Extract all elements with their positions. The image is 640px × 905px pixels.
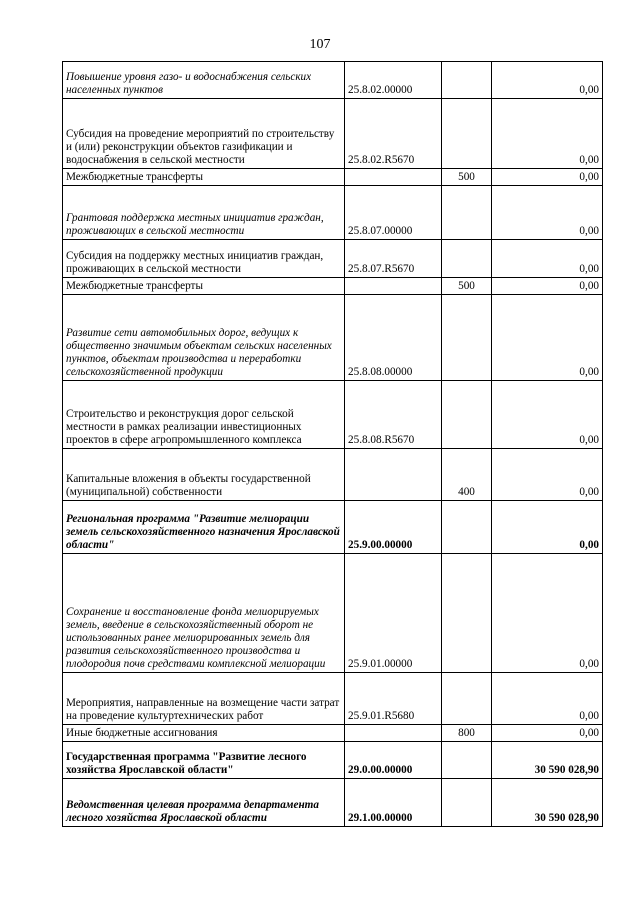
row-name: Строительство и реконструкция дорог сельской местности в рамках реализации инвестиционных проектов в сфере агропромышленного комплекса bbox=[63, 381, 345, 449]
table-row bbox=[63, 295, 603, 381]
row-type: 500 bbox=[442, 278, 492, 295]
row-amount: 0,00 bbox=[492, 169, 603, 186]
row-type bbox=[442, 501, 492, 554]
table-row bbox=[63, 501, 603, 554]
row-type bbox=[442, 381, 492, 449]
table-row bbox=[63, 742, 603, 779]
table-row bbox=[63, 186, 603, 240]
row-amount: 0,00 bbox=[492, 554, 603, 673]
row-code: 25.8.08.R5670 bbox=[345, 381, 442, 449]
row-code bbox=[345, 725, 442, 742]
row-name: Субсидия на поддержку местных инициатив граждан, проживающих в сельской местности bbox=[63, 240, 345, 278]
row-code bbox=[345, 169, 442, 186]
row-amount: 0,00 bbox=[492, 381, 603, 449]
row-name: Региональная программа "Развитие мелиорации земель сельскохозяйственного назначения Ярославской области" bbox=[63, 501, 345, 554]
row-type bbox=[442, 742, 492, 779]
row-code: 25.8.02.R5670 bbox=[345, 99, 442, 169]
row-code: 25.9.01.00000 bbox=[345, 554, 442, 673]
row-type: 500 bbox=[442, 169, 492, 186]
row-name: Сохранение и восстановление фонда мелиорируемых земель, введение в сельскохозяйственный оборот не использованных ранее мелиорированных земель для развития сельскохозяйственного производства и плодородия почв средствами комплексной мелиорации bbox=[63, 554, 345, 673]
row-name: Мероприятия, направленные на возмещение части затрат на проведение культуртехнических работ bbox=[63, 673, 345, 725]
table-row bbox=[63, 99, 603, 169]
row-name: Ведомственная целевая программа департамента лесного хозяйства Ярославской области bbox=[63, 779, 345, 827]
table-row bbox=[63, 169, 603, 186]
row-type: 400 bbox=[442, 449, 492, 501]
row-code: 29.1.00.00000 bbox=[345, 779, 442, 827]
row-amount: 30 590 028,90 bbox=[492, 779, 603, 827]
row-code: 25.8.08.00000 bbox=[345, 295, 442, 381]
row-amount: 0,00 bbox=[492, 295, 603, 381]
row-code: 25.9.00.00000 bbox=[345, 501, 442, 554]
table-row bbox=[63, 240, 603, 278]
table-row bbox=[63, 62, 603, 99]
row-amount: 30 590 028,90 bbox=[492, 742, 603, 779]
row-amount: 0,00 bbox=[492, 62, 603, 99]
table-row bbox=[63, 381, 603, 449]
page-number: 107 bbox=[309, 37, 331, 52]
row-amount: 0,00 bbox=[492, 99, 603, 169]
table-row bbox=[63, 673, 603, 725]
row-type bbox=[442, 554, 492, 673]
row-type bbox=[442, 295, 492, 381]
table-row bbox=[63, 449, 603, 501]
row-name: Государственная программа "Развитие лесного хозяйства Ярославской области" bbox=[63, 742, 345, 779]
row-name: Развитие сети автомобильных дорог, ведущих к общественно значимым объектам сельских населенных пунктов, объектам производства и переработки сельскохозяйственной продукции bbox=[63, 295, 345, 381]
row-code: 25.8.07.00000 bbox=[345, 186, 442, 240]
row-type bbox=[442, 673, 492, 725]
row-type: 800 bbox=[442, 725, 492, 742]
row-code: 25.8.02.00000 bbox=[345, 62, 442, 99]
table-row bbox=[63, 278, 603, 295]
row-type bbox=[442, 779, 492, 827]
row-code: 25.9.01.R5680 bbox=[345, 673, 442, 725]
budget-table bbox=[62, 61, 603, 827]
table-row bbox=[63, 725, 603, 742]
row-name: Капитальные вложения в объекты государственной (муниципальной) собственности bbox=[63, 449, 345, 501]
row-amount: 0,00 bbox=[492, 501, 603, 554]
row-amount: 0,00 bbox=[492, 725, 603, 742]
row-code bbox=[345, 449, 442, 501]
row-name: Межбюджетные трансферты bbox=[63, 278, 345, 295]
row-name: Грантовая поддержка местных инициатив граждан, проживающих в сельской местности bbox=[63, 186, 345, 240]
row-code: 29.0.00.00000 bbox=[345, 742, 442, 779]
table-row bbox=[63, 554, 603, 673]
row-name: Повышение уровня газо- и водоснабжения сельских населенных пунктов bbox=[63, 62, 345, 99]
table-row bbox=[63, 779, 603, 827]
row-code: 25.8.07.R5670 bbox=[345, 240, 442, 278]
row-type bbox=[442, 240, 492, 278]
row-amount: 0,00 bbox=[492, 278, 603, 295]
row-type bbox=[442, 186, 492, 240]
row-name: Субсидия на проведение мероприятий по строительству и (или) реконструкции объектов газификации и водоснабжения в сельской местности bbox=[63, 99, 345, 169]
row-amount: 0,00 bbox=[492, 673, 603, 725]
row-amount: 0,00 bbox=[492, 240, 603, 278]
row-code bbox=[345, 278, 442, 295]
row-type bbox=[442, 99, 492, 169]
row-amount: 0,00 bbox=[492, 449, 603, 501]
row-type bbox=[442, 62, 492, 99]
row-name: Иные бюджетные ассигнования bbox=[63, 725, 345, 742]
row-amount: 0,00 bbox=[492, 186, 603, 240]
row-name: Межбюджетные трансферты bbox=[63, 169, 345, 186]
